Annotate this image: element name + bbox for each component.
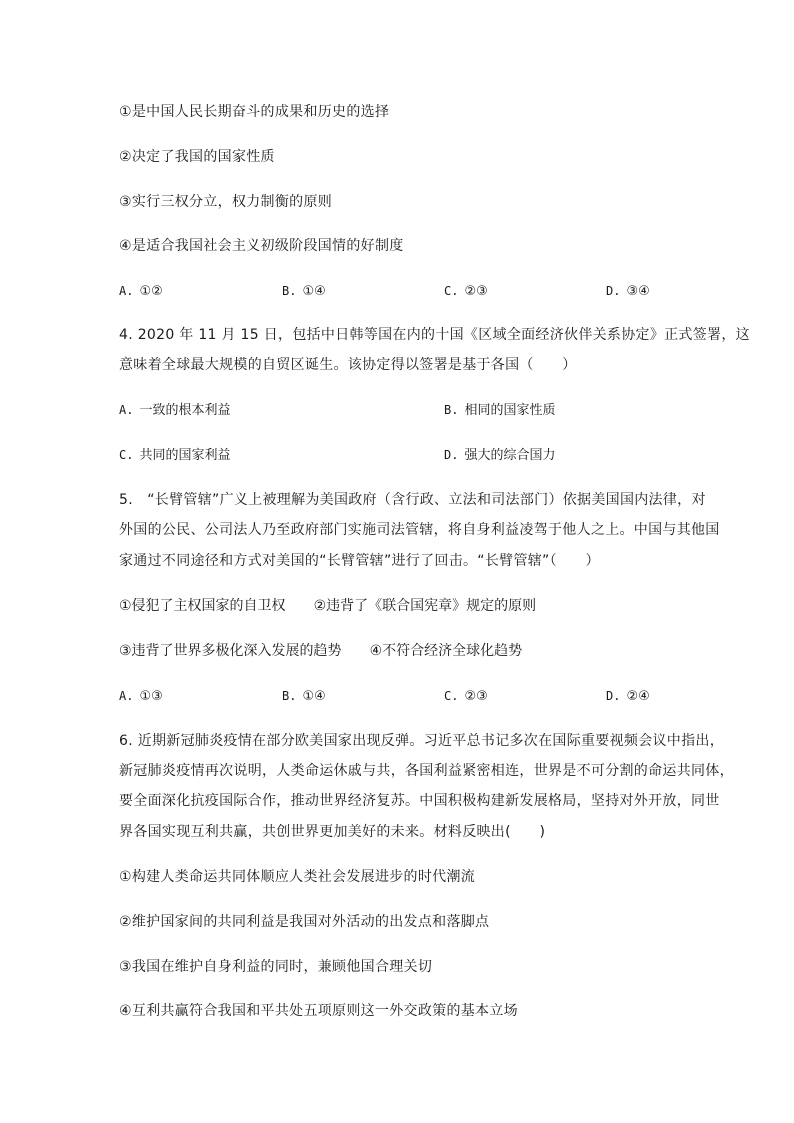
q5-statements-row-1: [119, 596, 536, 616]
q3-option-c: [444, 281, 488, 302]
option-letter: D.: [606, 689, 621, 703]
option-letter: A.: [119, 403, 134, 417]
q3-statement-2: ②决定了我国的国家性质: [119, 149, 275, 165]
q6-stem-line-1: 6. 近期新冠肺炎疫情在部分欧美国家出现反弹。习近平总书记多次在国际重要视频会议中指出，: [119, 733, 725, 749]
q5-option-c: [444, 686, 488, 707]
option-letter: D.: [606, 284, 621, 298]
option-letter: C.: [444, 284, 459, 298]
q4-stem-line-2: 意味着全球最大规模的自贸区诞生。该协定得以签署是基于各国（ ）: [119, 357, 577, 373]
q3-statement-4: ④是适合我国社会主义初级阶段国情的好制度: [119, 238, 404, 254]
option-text: 一致的根本利益: [139, 403, 231, 418]
q5-stem-line-2: 外国的公民、公司法人乃至政府部门实施司法管辖，将自身利益凌驾于他人之上。中国与其他国: [119, 522, 720, 538]
q5-statement-3: ③违背了世界多极化深入发展的趋势: [119, 643, 342, 659]
option-text: 共同的国家利益: [139, 448, 231, 463]
option-text: ②④: [626, 689, 650, 704]
q5-statement-1: ①侵犯了主权国家的自卫权: [119, 598, 286, 614]
q3-option-a: [119, 281, 163, 302]
option-text: ②③: [464, 689, 488, 704]
option-letter: A.: [119, 284, 134, 298]
option-letter: A.: [119, 689, 134, 703]
q5-statement-4: ④不符合经济全球化趋势: [369, 643, 523, 659]
q4-option-c: [119, 445, 230, 466]
option-text: ①③: [139, 689, 163, 704]
option-letter: C.: [444, 689, 459, 703]
q5-statement-2: ②违背了《联合国宪章》规定的原则: [313, 598, 537, 614]
q5-option-d: [606, 686, 650, 707]
q6-statement-1: ①构建人类命运共同体顺应人类社会发展进步的时代潮流: [119, 869, 476, 885]
option-text: ③④: [626, 284, 650, 299]
q4-option-b: [444, 400, 555, 421]
q3-option-b: [282, 281, 326, 302]
q6-statement-3: ③我国在维护自身利益的同时，兼顾他国合理关切: [119, 959, 433, 975]
q5-stem-line-1: 5. “长臂管辖”广义上被理解为美国政府（含行政、立法和司法部门）依据美国国内法律，对: [119, 492, 706, 508]
q5-option-a: [119, 686, 163, 707]
option-text: ①④: [302, 284, 326, 299]
option-letter: D.: [444, 448, 459, 462]
q3-option-d: [606, 281, 650, 302]
option-letter: B.: [282, 689, 297, 703]
option-text: ①②: [139, 284, 163, 299]
q6-statement-2: ②维护国家间的共同利益是我国对外活动的出发点和落脚点: [119, 914, 490, 930]
option-text: 相同的国家性质: [464, 403, 556, 418]
option-letter: C.: [119, 448, 134, 462]
option-text: ②③: [464, 284, 488, 299]
option-text: 强大的综合国力: [464, 448, 556, 463]
q3-statement-1: ①是中国人民长期奋斗的成果和历史的选择: [119, 104, 390, 120]
q6-stem-line-3: 要全面深化抗疫国际合作，推动世界经济复苏。中国积极构建新发展格局，坚持对外开放，同世: [119, 793, 720, 809]
q6-stem-line-4: 界各国实现互利共赢，共创世界更加美好的未来。材料反映出( ): [119, 824, 546, 840]
q6-statement-4: ④互利共赢符合我国和平共处五项原则这一外交政策的基本立场: [119, 1003, 518, 1019]
q4-stem-line-1: 4. 2020 年 11 月 15 日，包括中日韩等国在内的十国《区域全面经济伙伴关系协定》正式签署，这: [119, 327, 750, 343]
q5-statements-row-2: [119, 641, 522, 661]
q3-statement-3: ③实行三权分立，权力制衡的原则: [119, 194, 333, 210]
q4-option-d: [444, 445, 555, 466]
option-letter: B.: [282, 284, 297, 298]
option-letter: B.: [444, 403, 459, 417]
q4-option-a: [119, 400, 230, 421]
q5-stem-line-3: 家通过不同途径和方式对美国的“长臂管辖”进行了回击。“长臂管辖”（ ）: [119, 553, 600, 569]
q5-option-b: [282, 686, 326, 707]
option-text: ①④: [302, 689, 326, 704]
q6-stem-line-2: 新冠肺炎疫情再次说明，人类命运休戚与共，各国利益紧密相连，世界是不可分割的命运共同体，: [119, 763, 734, 779]
